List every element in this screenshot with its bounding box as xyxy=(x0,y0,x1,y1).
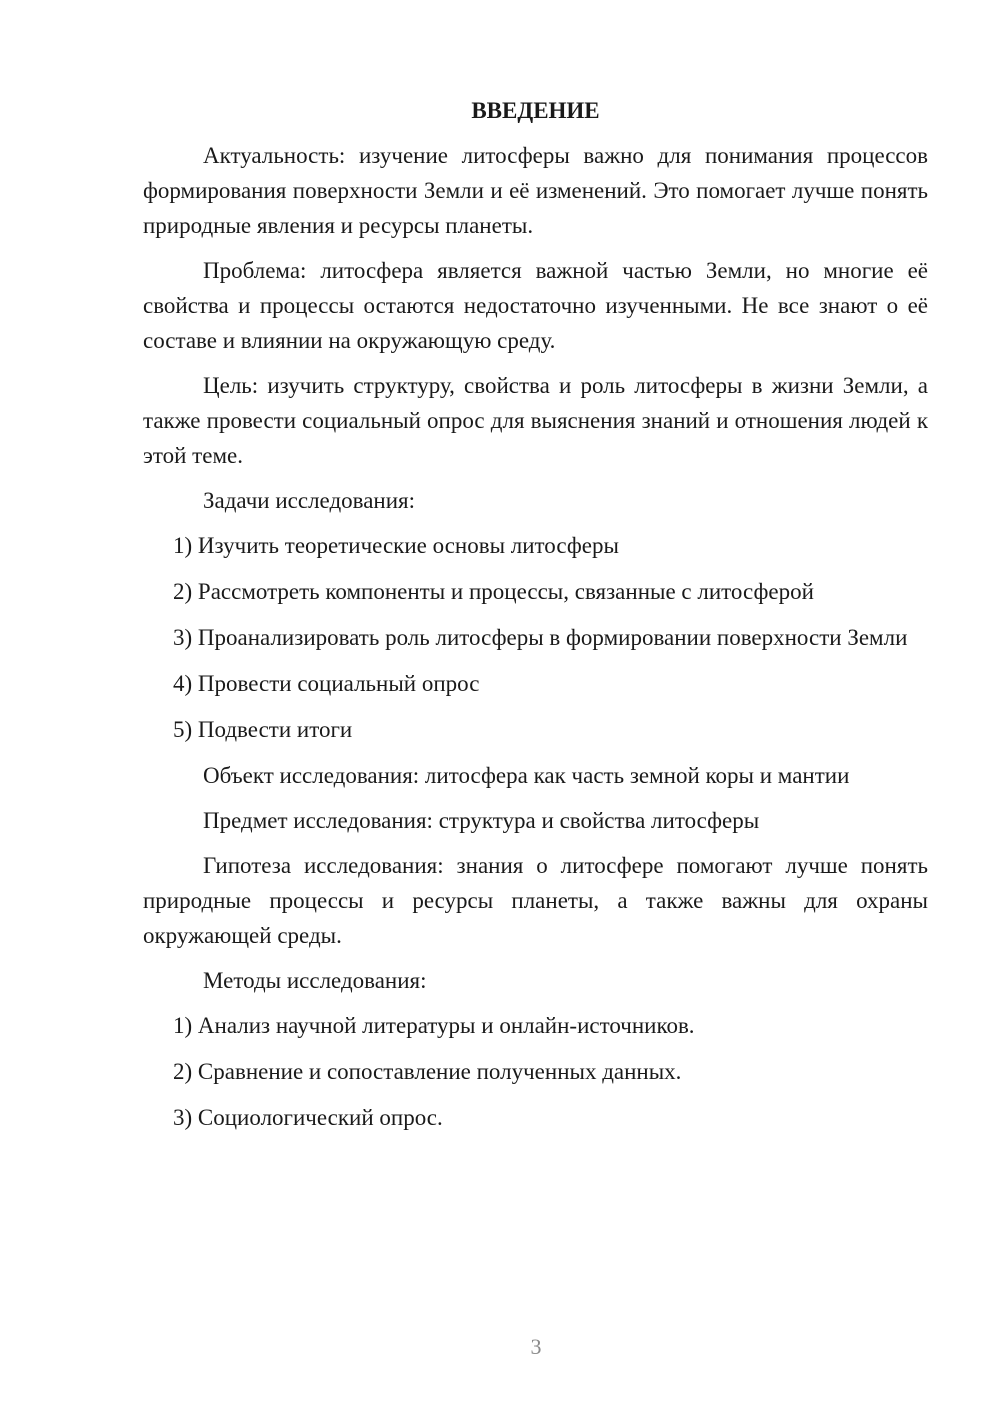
method-item: 1) Анализ научной литературы и онлайн-источников. xyxy=(173,1013,695,1038)
subject-paragraph: Предмет исследования: структура и свойства литосферы xyxy=(203,808,760,833)
hypothesis-paragraph: Гипотеза исследования: знания о литосфере помогают лучше понять природные процессы и ресурсы планеты, а также важны для охраны окружающей среды. xyxy=(143,853,928,948)
method-item: 2) Сравнение и сопоставление полученных данных. xyxy=(173,1059,682,1084)
method-item: 3) Социологический опрос. xyxy=(173,1105,443,1130)
task-item: 2) Рассмотреть компоненты и процессы, связанные с литосферой xyxy=(173,579,814,604)
problem-paragraph: Проблема: литосфера является важной частью Земли, но многие её свойства и процессы остаются недостаточно изученными. Не все знают о её составе и влиянии на окружающую среду. xyxy=(143,258,928,353)
page-number: 3 xyxy=(530,1334,542,1359)
task-item: 1) Изучить теоретические основы литосферы xyxy=(173,533,619,558)
object-paragraph: Объект исследования: литосфера как часть земной коры и мантии xyxy=(203,763,850,788)
tasks-heading: Задачи исследования: xyxy=(203,488,416,513)
task-item: 5) Подвести итоги xyxy=(173,717,353,742)
relevance-paragraph: Актуальность: изучение литосферы важно для понимания процессов формирования поверхности Земли и её изменений. Это помогает лучше понять природные явления и ресурсы планеты. xyxy=(143,143,928,238)
task-item: 4) Провести социальный опрос xyxy=(173,671,480,696)
page-content xyxy=(143,96,928,1146)
goal-paragraph: Цель: изучить структуру, свойства и роль литосферы в жизни Земли, а также провести социальный опрос для выяснения знаний и отношения людей к этой теме. xyxy=(143,373,928,468)
page-title: ВВЕДЕНИЕ xyxy=(471,98,600,123)
task-item: 3) Проанализировать роль литосферы в формировании поверхности Земли xyxy=(173,625,908,650)
methods-heading: Методы исследования: xyxy=(203,968,427,993)
